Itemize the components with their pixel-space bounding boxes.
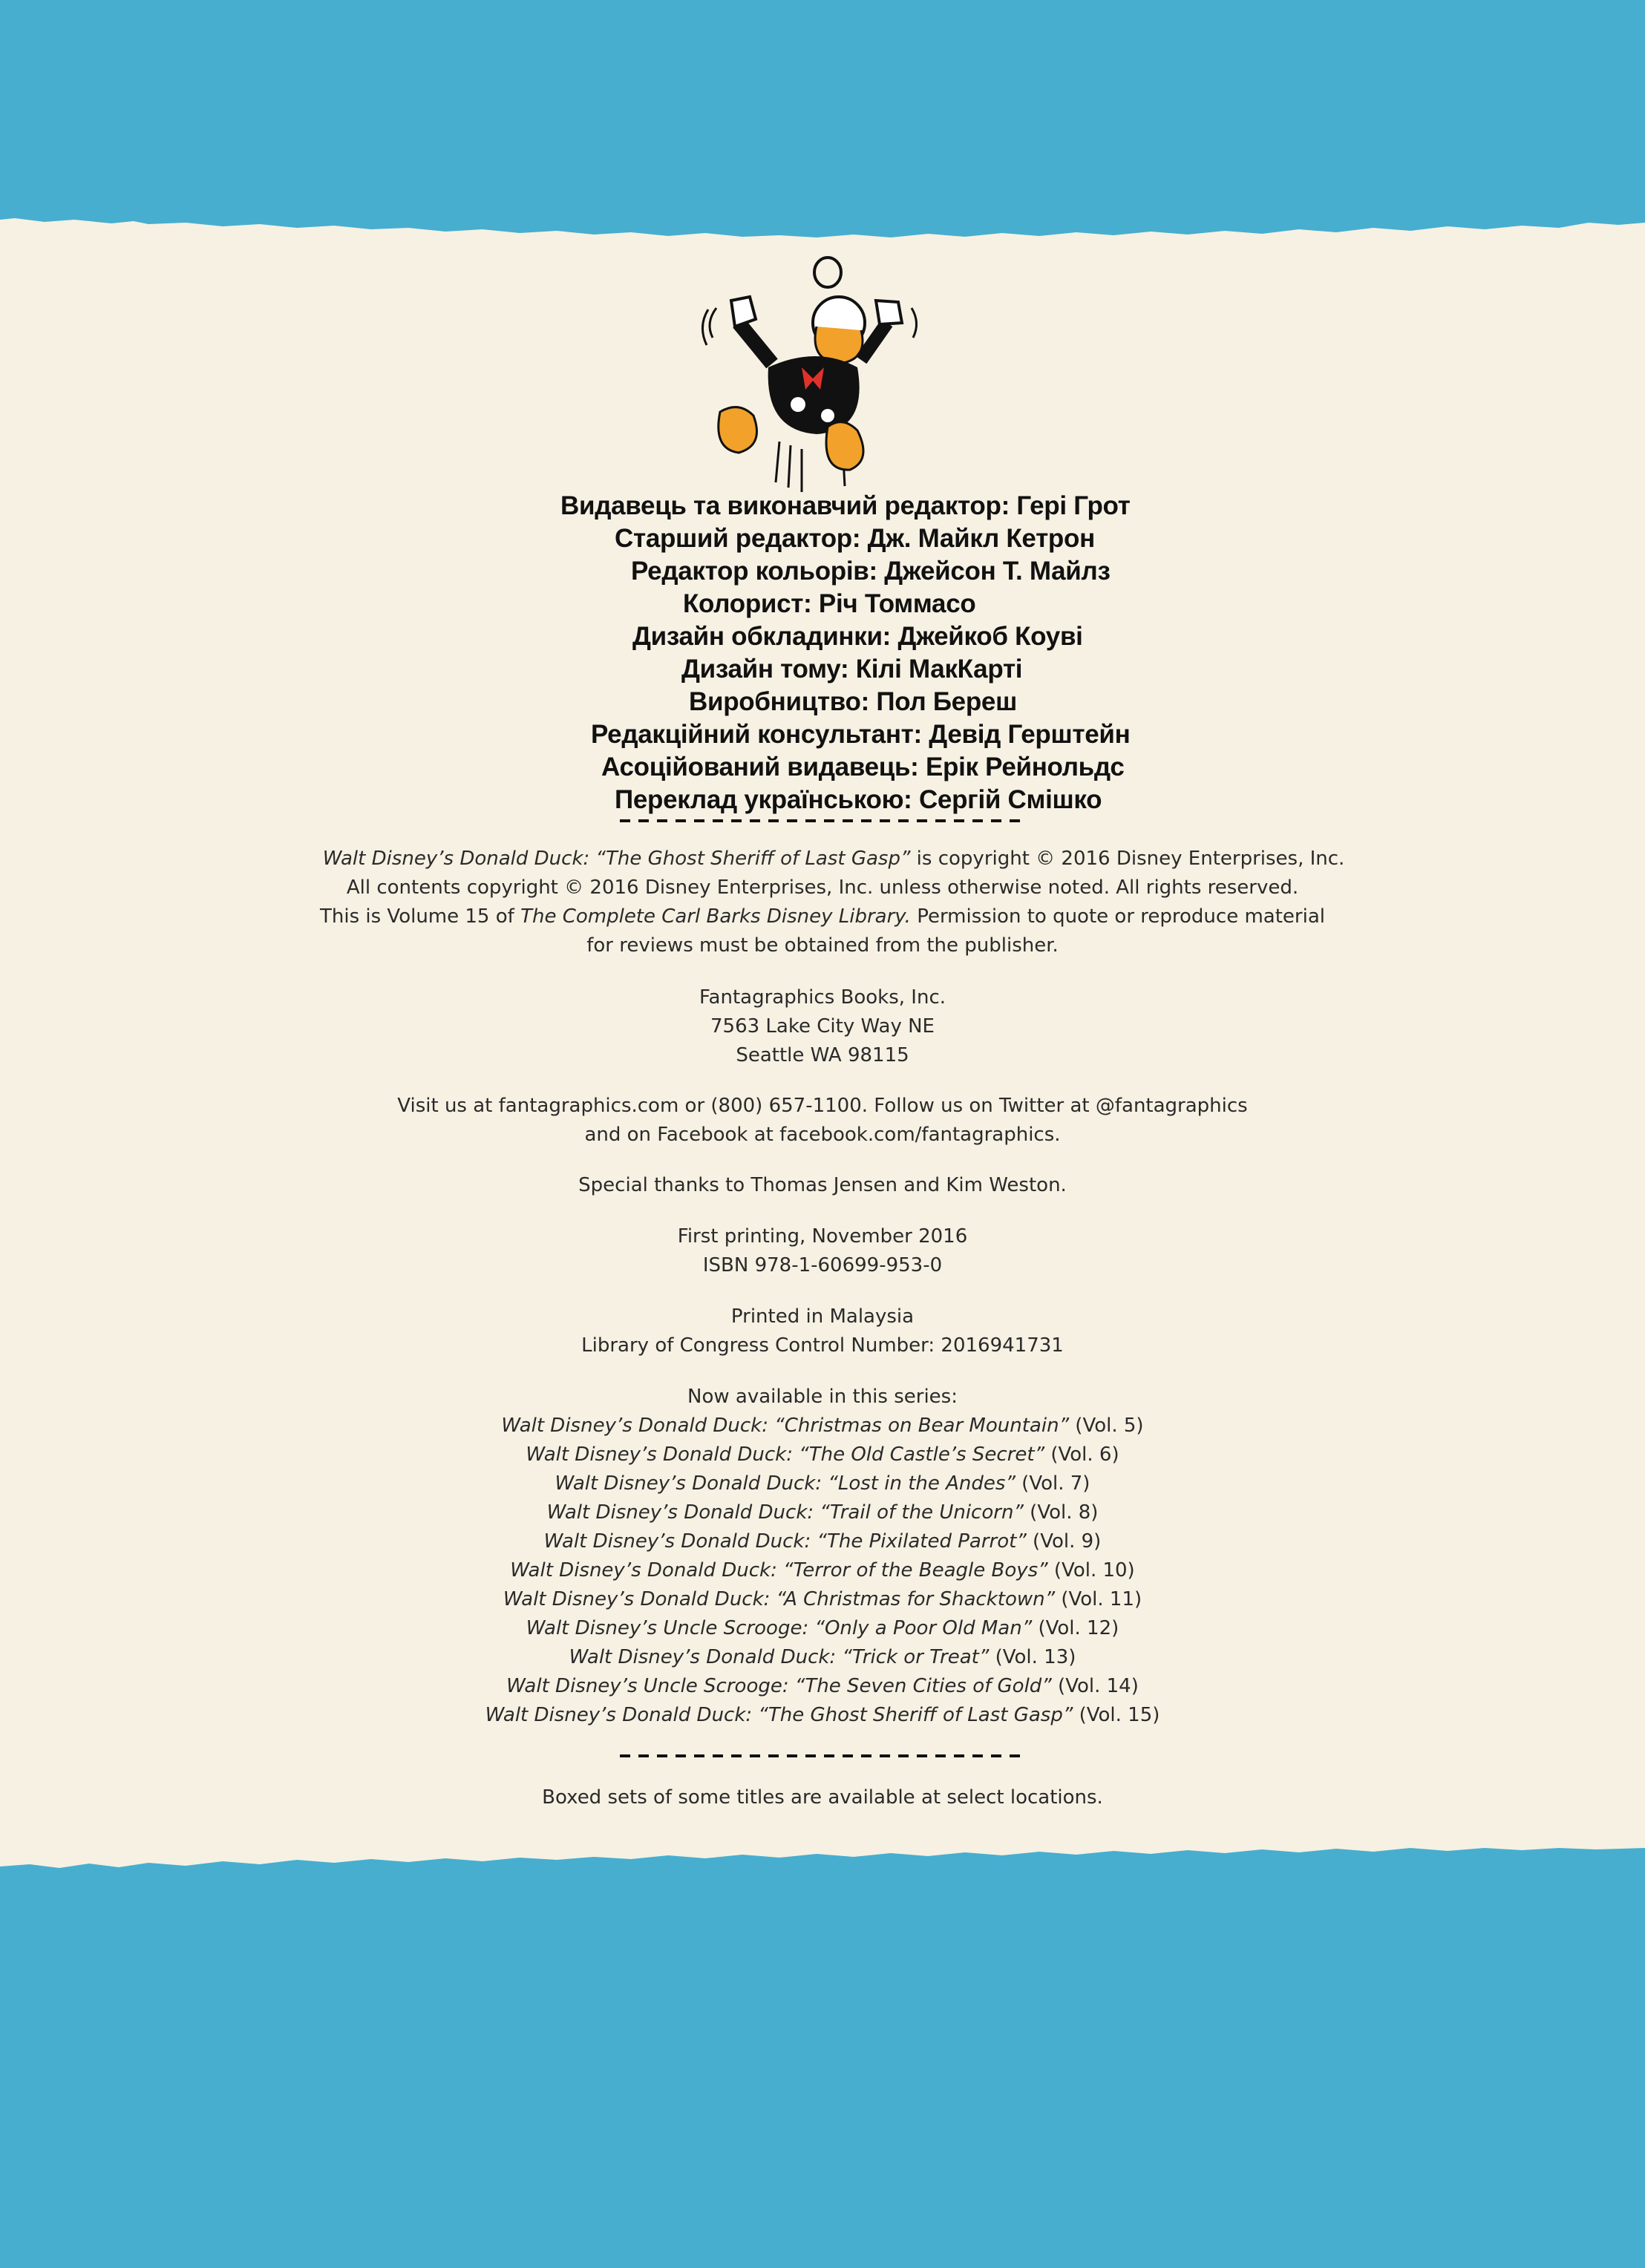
series-item: Walt Disney’s Uncle Scrooge: “The Seven Cities of Gold” (Vol. 14) bbox=[506, 1675, 1139, 1697]
series-list bbox=[0, 1383, 1645, 1730]
credit-line: Видавець та виконавчий редактор: Гері Грот bbox=[560, 491, 1131, 520]
credit-line: Виробництво: Пол Береш bbox=[689, 687, 1017, 716]
printing-block bbox=[0, 1222, 1645, 1280]
dashed-divider bbox=[620, 1754, 1024, 1758]
credit-line: Дизайн обкладинки: Джейкоб Коуві bbox=[632, 622, 1083, 651]
copyright-block bbox=[0, 845, 1645, 960]
copyright-line: All contents copyright © 2016 Disney Enterprises, Inc. unless otherwise noted. All rights reserved. bbox=[346, 876, 1299, 899]
lccn: Library of Congress Control Number: 2016941731 bbox=[581, 1334, 1064, 1357]
thanks-block bbox=[0, 1171, 1645, 1200]
library-title: The Complete Carl Barks Disney Library. bbox=[520, 905, 911, 928]
series-item: Walt Disney’s Uncle Scrooge: “Only a Poor Old Man” (Vol. 12) bbox=[526, 1617, 1119, 1639]
isbn: ISBN 978-1-60699-953-0 bbox=[702, 1254, 943, 1276]
publisher-street: 7563 Lake City Way NE bbox=[710, 1015, 935, 1038]
series-item: Walt Disney’s Donald Duck: “Trail of the Unicorn” (Vol. 8) bbox=[546, 1501, 1099, 1524]
credit-line: Редакційний консультант: Девід Герштейн bbox=[591, 720, 1131, 749]
copyright-line: This is Volume 15 of The Complete Carl Barks Disney Library. Permission to quote or reproduce material bbox=[320, 905, 1325, 928]
top-blue-band bbox=[0, 0, 1645, 245]
publisher-address bbox=[0, 983, 1645, 1070]
credit-line: Переклад українською: Сергій Смішко bbox=[615, 785, 1102, 814]
series-heading: Now available in this series: bbox=[687, 1386, 958, 1408]
printed-block bbox=[0, 1302, 1645, 1360]
donald-duck-jumping-icon bbox=[698, 256, 928, 494]
contact-block bbox=[0, 1092, 1645, 1150]
credit-line: Редактор кольорів: Джейсон Т. Майлз bbox=[631, 557, 1111, 586]
credit-line: Старший редактор: Дж. Майкл Кетрон bbox=[615, 524, 1095, 553]
series-item: Walt Disney’s Donald Duck: “The Pixilated Parrot” (Vol. 9) bbox=[543, 1530, 1102, 1553]
publisher-name: Fantagraphics Books, Inc. bbox=[699, 986, 946, 1009]
first-printing: First printing, November 2016 bbox=[677, 1225, 968, 1248]
copyright-line: for reviews must be obtained from the publisher. bbox=[586, 934, 1059, 957]
credit-line: Асоційований видавець: Ерік Рейнольдс bbox=[601, 753, 1125, 781]
contact-line: and on Facebook at facebook.com/fantagraphics. bbox=[584, 1124, 1061, 1146]
credit-line: Колорист: Річ Томмасо bbox=[683, 589, 976, 618]
boxed-sets-line: Boxed sets of some titles are available at select locations. bbox=[542, 1786, 1103, 1809]
series-item: Walt Disney’s Donald Duck: “Trick or Treat” (Vol. 13) bbox=[569, 1646, 1076, 1668]
bottom-blue-band bbox=[0, 1848, 1645, 2268]
dashed-divider bbox=[620, 819, 1024, 823]
copyright-title: Walt Disney’s Donald Duck: “The Ghost Sheriff of Last Gasp” bbox=[322, 848, 911, 870]
contact-line: Visit us at fantagraphics.com or (800) 657-1100. Follow us on Twitter at @fantagraphics bbox=[397, 1095, 1248, 1117]
series-item: Walt Disney’s Donald Duck: “The Ghost Sheriff of Last Gasp” (Vol. 15) bbox=[485, 1704, 1160, 1726]
printed-country: Printed in Malaysia bbox=[730, 1305, 915, 1328]
series-item: Walt Disney’s Donald Duck: “Terror of the Beagle Boys” (Vol. 10) bbox=[510, 1559, 1135, 1582]
series-item: Walt Disney’s Donald Duck: “Lost in the Andes” (Vol. 7) bbox=[555, 1472, 1090, 1495]
series-item: Walt Disney’s Donald Duck: “Christmas on Bear Mountain” (Vol. 5) bbox=[501, 1415, 1144, 1437]
thanks-line: Special thanks to Thomas Jensen and Kim Weston. bbox=[578, 1174, 1067, 1196]
copyright-line: Walt Disney’s Donald Duck: “The Ghost Sheriff of Last Gasp” is copyright © 2016 Disney Enterprises, Inc. bbox=[322, 848, 1345, 870]
series-item: Walt Disney’s Donald Duck: “The Old Castle’s Secret” (Vol. 6) bbox=[526, 1443, 1119, 1466]
boxed-sets-note bbox=[0, 1783, 1645, 1812]
credit-line: Дизайн тому: Кілі МакКарті bbox=[681, 655, 1023, 684]
series-item: Walt Disney’s Donald Duck: “A Christmas for Shacktown” (Vol. 11) bbox=[503, 1588, 1142, 1610]
publisher-city: Seattle WA 98115 bbox=[736, 1044, 909, 1066]
